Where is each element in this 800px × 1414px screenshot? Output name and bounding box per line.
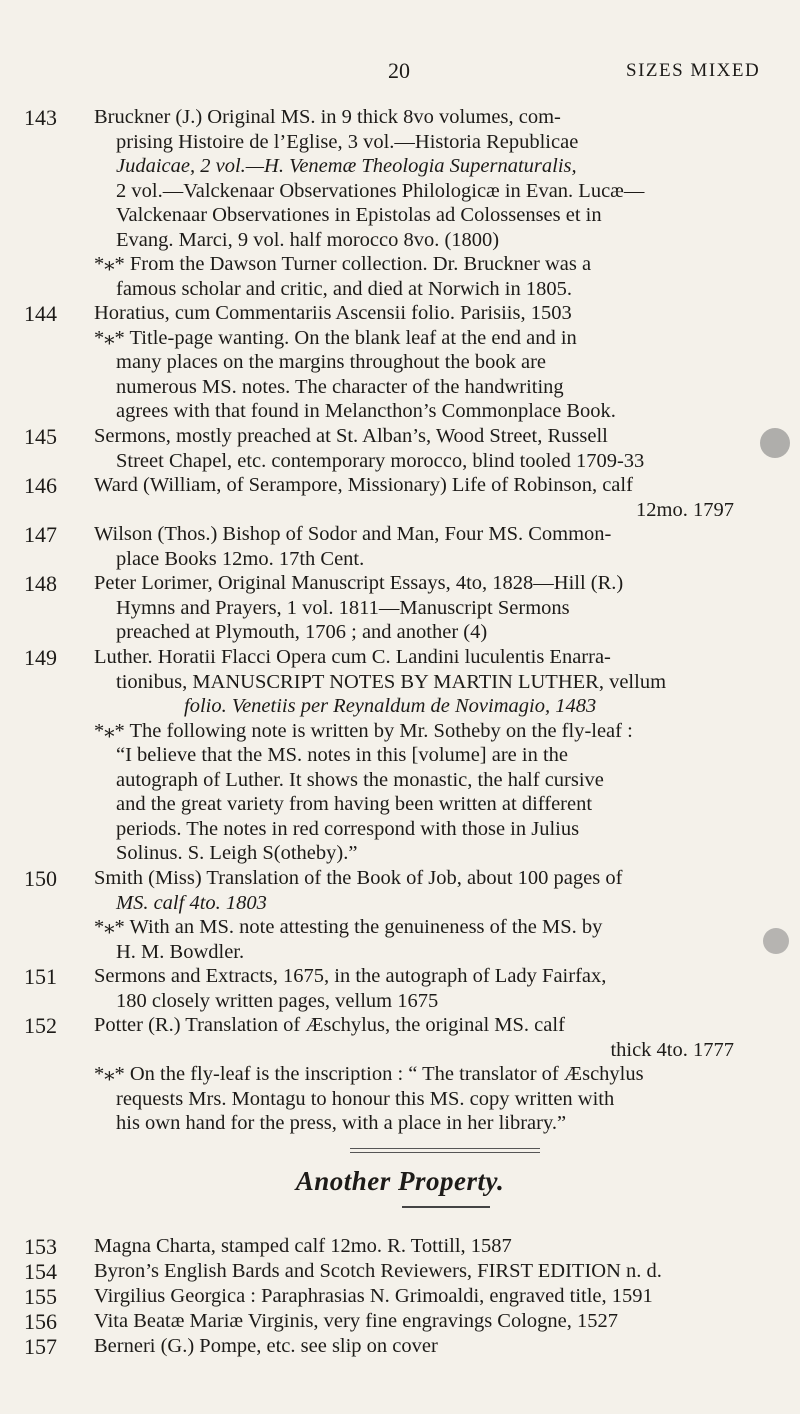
lot-number: 156 bbox=[24, 1309, 57, 1334]
lot-line: Wilson (Thos.) Bishop of Sodor and Man, Four MS. Common- bbox=[94, 523, 612, 545]
lot-line: Vita Beatæ Mariæ Virginis, very fine engravings Cologne, 1527 bbox=[94, 1310, 619, 1332]
lot-line: Sermons and Extracts, 1675, in the autograph of Lady Fairfax, bbox=[94, 965, 607, 987]
lot-line: place Books 12mo. 17th Cent. bbox=[116, 547, 365, 570]
page-header bbox=[0, 58, 800, 88]
lot-line: 180 closely written pages, vellum 1675 bbox=[116, 989, 439, 1012]
lot-line: Street Chapel, etc. contemporary morocco, blind tooled 1709-33 bbox=[116, 449, 645, 472]
section-rule bbox=[350, 1152, 540, 1153]
lot-line: Solinus. S. Leigh S(otheby).” bbox=[116, 842, 358, 864]
lot-line: Bruckner (J.) Original MS. in 9 thick 8vo volumes, com- bbox=[94, 106, 561, 128]
lot-line: numerous MS. notes. The character of the handwriting bbox=[116, 375, 564, 398]
lot-line: periods. The notes in red correspond with those in Julius bbox=[116, 817, 580, 840]
lot-line: “I believe that the MS. notes in this [volume] are in the bbox=[116, 744, 569, 766]
lot-description bbox=[94, 571, 734, 645]
lot-line: 12mo. 1797 bbox=[636, 498, 734, 521]
section-ornament bbox=[402, 1206, 490, 1211]
lot-note: *⁎* On the fly-leaf is the inscription : “ The translator of Æschylus bbox=[94, 1063, 644, 1085]
lot-number: 150 bbox=[24, 866, 57, 891]
lot-line: thick 4to. 1777 bbox=[610, 1038, 734, 1061]
lot-description bbox=[94, 473, 734, 522]
section-title: Another Property. bbox=[295, 1166, 505, 1196]
page-number: 20 bbox=[388, 58, 410, 83]
lot-line: Peter Lorimer, Original Manuscript Essays, 4to, 1828—Hill (R.) bbox=[94, 572, 624, 594]
lot-line: Valckenaar Observationes in Epistolas ad Colossenses et in bbox=[116, 204, 602, 226]
lot-number: 146 bbox=[24, 473, 57, 498]
lot-description bbox=[94, 964, 734, 1013]
lot-line: Judaicae, 2 vol.—H. Venemæ Theologia Supernaturalis, bbox=[116, 155, 577, 177]
lot-number: 155 bbox=[24, 1284, 57, 1309]
lot-line: famous scholar and critic, and died at Norwich in 1805. bbox=[116, 277, 572, 300]
lot-line: and the great variety from having been written at different bbox=[116, 793, 593, 815]
lot-line: folio. Venetiis per Reynaldum de Novimagio, 1483 bbox=[184, 695, 597, 717]
lot-line: Smith (Miss) Translation of the Book of Job, about 100 pages of bbox=[94, 867, 623, 889]
margin-stain bbox=[763, 928, 789, 954]
section-rule bbox=[350, 1148, 540, 1149]
lot-description bbox=[94, 105, 734, 301]
lot-line: Magna Charta, stamped calf 12mo. R. Tottill, 1587 bbox=[94, 1235, 512, 1257]
margin-stain bbox=[760, 428, 790, 458]
lot-description bbox=[94, 1013, 734, 1136]
lot-note: *⁎* From the Dawson Turner collection. Dr. Bruckner was a bbox=[94, 253, 592, 275]
lot-line: requests Mrs. Montagu to honour this MS. copy written with bbox=[116, 1087, 615, 1110]
lot-line: Horatius, cum Commentariis Ascensii folio. Parisiis, 1503 bbox=[94, 302, 572, 324]
lot-line: Ward (William, of Serampore, Missionary) Life of Robinson, calf bbox=[94, 474, 633, 496]
running-head: SIZES MIXED bbox=[626, 60, 761, 81]
lot-number: 152 bbox=[24, 1013, 57, 1038]
lot-description bbox=[94, 866, 734, 964]
lot-line: autograph of Luther. It shows the monastic, the half cursive bbox=[116, 768, 604, 791]
lot-line: Berneri (G.) Pompe, etc. see slip on cover bbox=[94, 1335, 438, 1357]
lot-number: 145 bbox=[24, 424, 57, 449]
lot-number: 149 bbox=[24, 645, 57, 670]
lot-description bbox=[94, 424, 734, 473]
lot-number: 144 bbox=[24, 301, 57, 326]
lot-line: Virgilius Georgica : Paraphrasias N. Grimoaldi, engraved title, 1591 bbox=[94, 1285, 653, 1307]
lot-line: Byron’s English Bards and Scotch Reviewers, FIRST EDITION n. d. bbox=[94, 1260, 662, 1282]
lot-line: MS. calf 4to. 1803 bbox=[116, 891, 267, 914]
lot-line: Hymns and Prayers, 1 vol. 1811—Manuscript Sermons bbox=[116, 596, 570, 619]
lot-note: *⁎* With an MS. note attesting the genuineness of the MS. by bbox=[94, 916, 603, 938]
lot-line: Potter (R.) Translation of Æschylus, the original MS. calf bbox=[94, 1014, 565, 1036]
lot-description bbox=[94, 645, 734, 866]
lot-line: Sermons, mostly preached at St. Alban’s, Wood Street, Russell bbox=[94, 425, 608, 447]
lot-line: preached at Plymouth, 1706 ; and another (4) bbox=[116, 621, 488, 643]
lot-line: agrees with that found in Melancthon’s Commonplace Book. bbox=[116, 400, 616, 422]
lot-number: 151 bbox=[24, 964, 57, 989]
lot-note: *⁎* The following note is written by Mr. Sotheby on the fly-leaf : bbox=[94, 719, 633, 742]
lot-line: H. M. Bowdler. bbox=[116, 940, 245, 963]
lot-line: Luther. Horatii Flacci Opera cum C. Landini luculentis Enarra- bbox=[94, 646, 611, 668]
lot-number: 143 bbox=[24, 105, 57, 130]
lot-line: Evang. Marci, 9 vol. half morocco 8vo. (1800) bbox=[116, 228, 500, 251]
lot-note: *⁎* Title-page wanting. On the blank leaf at the end and in bbox=[94, 326, 577, 349]
lot-number: 147 bbox=[24, 522, 57, 547]
lot-line: prising Histoire de l’Eglise, 3 vol.—Historia Republicae bbox=[116, 130, 579, 153]
lot-line: many places on the margins throughout the book are bbox=[116, 351, 547, 373]
lot-number: 154 bbox=[24, 1259, 57, 1284]
lot-number: 157 bbox=[24, 1334, 57, 1359]
lot-description bbox=[94, 301, 734, 424]
lot-description bbox=[94, 522, 734, 571]
lot-line: his own hand for the press, with a place in her library.” bbox=[116, 1112, 567, 1134]
lot-number: 153 bbox=[24, 1234, 57, 1259]
lot-line: 2 vol.—Valckenaar Observationes Philologicæ in Evan. Lucæ— bbox=[116, 179, 645, 202]
lot-line: tionibus, MANUSCRIPT NOTES BY MARTIN LUTHER, vellum bbox=[116, 670, 667, 693]
lot-number: 148 bbox=[24, 571, 57, 596]
